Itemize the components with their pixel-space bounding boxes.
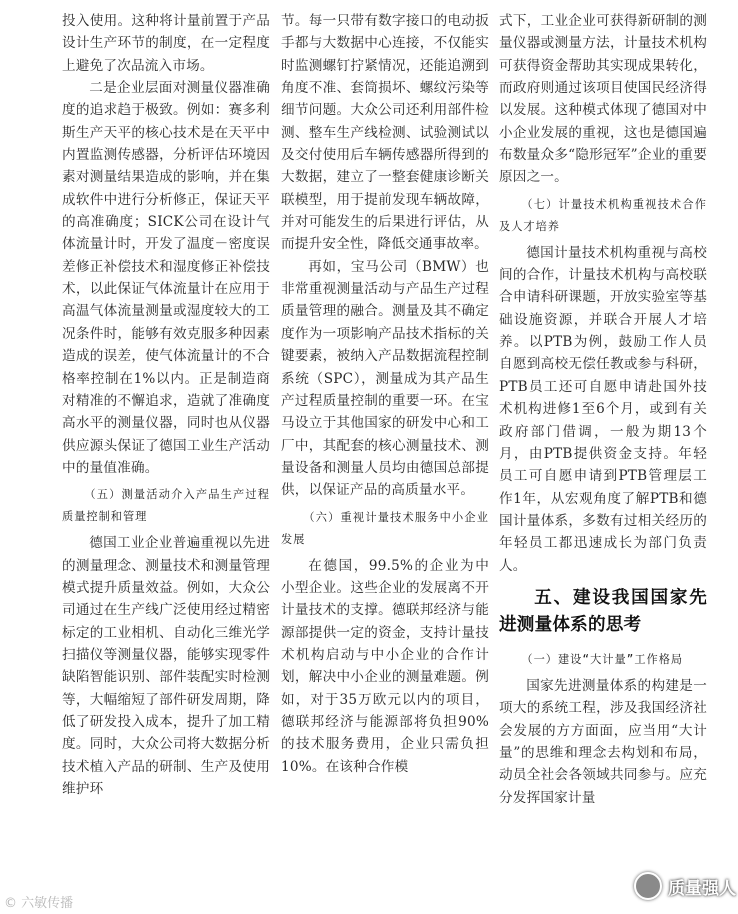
subheading: （五）测量活动介入产品生产过程质量控制和管理: [62, 488, 270, 524]
column-1: [62, 10, 270, 800]
wechat-logo-icon: [634, 872, 662, 900]
column-3: [499, 10, 707, 809]
paragraph: 在德国，99.5%的企业为中小型企业。这些企业的发展离不开计量技术的支撑。德联邦经济与能源部提供一定的资金，支持计量技术机构启动与中小企业的合作计划，解决中小企业的测量难题。例如，对于35万欧元以内的项目，德联邦经济与能源部将负担90%的技术服务费用，企业只需负担10%。在该种合作模: [281, 557, 489, 775]
paragraph: 式下，工业企业可获得新研制的测量仪器或测量方法，计量技术机构可获得资金帮助其实现成果转化，而政府则通过该项目使国民经济得以发展。这种模式体现了德国对中小企业发展的重视，这也是德国遍布数量众多“隐形冠军”企业的重要原因之一。: [499, 13, 707, 186]
paragraph: 国家先进测量体系的构建是一项大的系统工程，涉及我国经济社会发展的方方面面，应当用“大计量”的思维和理念去构划和布局，动员全社会各领域共同参与。应充分发挥国家计量: [499, 677, 707, 806]
paragraph: 二是企业层面对测量仪器准确度的追求趋于极致。例如：赛多利斯生产天平的核心技术是在天平中内置监测传感器，分析评估环境因素对测量结果造成的影响，并在集成软件中进行分析修正，保证天平的高准确度；SICK公司在设计气体流量计时，开发了温度－密度误差修正补偿技术和湿度修正补偿技术，以此保证气体流量计在应用于高温气体流量测量或湿度较大的工况条件时，能够有效克服多种因素造成的误差，使气体流量计的不合格率控制在1%以内。正是制造商对精准的不懈追求，造就了准确度高水平的测量仪器，同时也从仪器供应源头保证了德国工业生产活动中的量值准确。: [62, 80, 270, 476]
paragraph: 再如，宝马公司（BMW）也非常重视测量活动与产品生产过程质量管理的融合。测量及其不确定度作为一项影响产品技术指标的关键要素，被纳入产品数据流程控制系统（SPC），测量成为其产品生产过程质量控制的重要一环。在宝马设立于其他国家的研发中心和工厂中，其配套的核心测量技术、测量设备和测量人员均由德国总部提供，以保证产品的高质量水平。: [281, 258, 489, 499]
subheading: （六）重视计量技术服务中小企业发展: [281, 510, 489, 546]
watermark-left: © 六敏传播: [4, 896, 74, 911]
paragraph: 德国计量技术机构重视与高校间的合作，计量技术机构与高校联合申请科研课题，开放实验室等基础设施资源，并联合开展人才培养。以PTB为例，鼓励工作人员自愿到高校无偿任教或参与科研，PTB员工还可自愿申请赴国外技术机构进修1至6个月，或到有关政府部门借调，一般为期13个月，由PTB提供资金支持。年轻员工可自愿申请到PTB管理层工作1年，从宏观角度了解PTB和德国计量体系，多数有过相关经历的年轻员工都迅速成长为部门负责人。: [499, 244, 707, 574]
watermark-right-label: 质量强人: [668, 878, 736, 899]
subheading: （一）建设“大计量”工作格局: [521, 652, 684, 666]
watermark-right: [634, 872, 736, 900]
subheading: （七）计量技术机构重视技术合作及人才培养: [499, 197, 707, 233]
paragraph: 德国工业企业普遍重视以先进的测量理念、测量技术和测量管理模式提升质量效益。例如，大众公司通过在生产线广泛使用经过精密标定的工业相机、自动化三维光学扫描仪等测量仪器，能够实现零件缺陷智能识别、部件装配实时检测等，大幅缩短了部件研发周期，降低了研发投入成本，提升了加工精度。同时，大众公司将大数据分析技术植入产品的研制、生产及使用维护环: [62, 535, 270, 797]
paragraph: 节。每一只带有数字接口的电动扳手都与大数据中心连接，不仅能实时监测螺钉拧紧情况，还能追溯到角度不准、套筒损坏、螺纹污染等细节问题。大众公司还利用部件检测、整车生产线检测、试验测试以及交付使用后车辆传感器所得到的大数据，建立了一整套健康诊断关联模型，用于提前发现车辆故障，并对可能发生的后果进行评估，从而提升安全性，降低交通事故率。: [281, 13, 489, 253]
column-2: [281, 10, 489, 778]
section-heading: 五、建设我国国家先进测量体系的思考: [499, 587, 707, 635]
paragraph: 投入使用。这种将计量前置于产品设计生产环节的制度，在一定程度上避免了次品流入市场。: [62, 13, 270, 74]
